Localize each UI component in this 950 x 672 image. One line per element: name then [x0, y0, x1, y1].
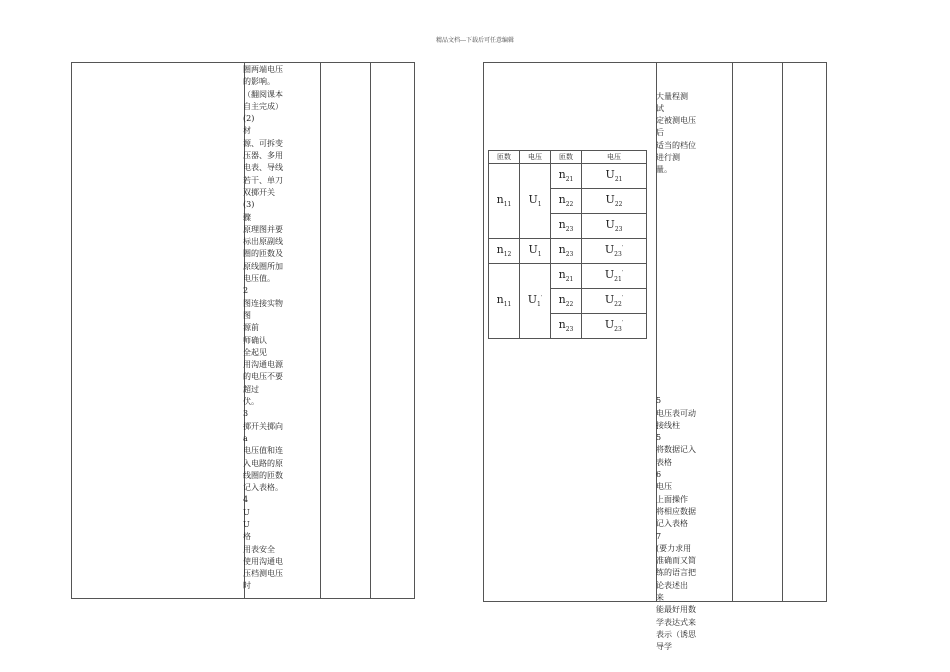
left-column-divider-3 — [370, 63, 371, 598]
left-text-line: (2) — [243, 114, 255, 124]
left-text-line: 用沟通电源 — [243, 360, 283, 370]
left-text-line: 的电压不要 — [243, 372, 283, 382]
right-lower-text-line: 接线柱 — [656, 420, 680, 430]
right-lower-text-line: 表示（诱思 — [656, 629, 696, 639]
secondary-turns-cell: $n_{23}$ — [551, 214, 582, 239]
secondary-turns-cell: $n_{22}$ — [551, 189, 582, 214]
left-text-line: 使用沟通电 — [243, 556, 283, 566]
secondary-voltage-cell: $U_{21}$ — [582, 164, 647, 189]
secondary-voltage-cell: $U_{23}'$ — [582, 239, 647, 264]
left-text-line: U — [243, 519, 250, 529]
left-text-line: 时 — [243, 581, 251, 591]
table-body — [489, 164, 647, 339]
left-text-line: 图连接实物 — [243, 298, 283, 308]
left-text-line: U — [243, 507, 250, 517]
left-text-line: 电压值和连 — [243, 446, 283, 456]
left-text-line: 双掷开关 — [243, 187, 275, 197]
right-lower-text-line: 能最好用数 — [656, 605, 696, 615]
secondary-voltage-cell: $U_{22}'$ — [582, 289, 647, 314]
left-procedure-text — [243, 64, 283, 593]
primary-voltage-cell: $U_1$ — [520, 164, 551, 239]
right-lower-text-line: 将相应数据 — [656, 506, 696, 516]
left-text-line: 原理图并要 — [243, 224, 283, 234]
right-procedure-text — [656, 66, 696, 666]
secondary-voltage-cell: $U_{21}'$ — [582, 264, 647, 289]
right-lower-text-line: 将数据记入 — [656, 445, 696, 455]
table-row — [489, 239, 647, 264]
left-text-line: （翻阅课本 — [243, 89, 283, 99]
right-lower-text — [656, 395, 696, 653]
header-voltage-2: 电压 — [582, 151, 647, 164]
right-lower-text-line: 来 — [656, 593, 664, 603]
secondary-turns-cell: $n_{21}$ — [551, 264, 582, 289]
left-text-line: 源前 — [243, 323, 259, 333]
right-upper-text-line: 适当的档位 — [656, 140, 696, 150]
left-column-divider-2 — [320, 63, 321, 598]
left-text-line: 电压值。 — [243, 274, 275, 284]
right-lower-text-line: 准确而又简 — [656, 556, 696, 566]
right-upper-text-line: 后 — [656, 128, 664, 138]
table-row — [489, 264, 647, 289]
left-text-line: 压档测电压 — [243, 569, 283, 579]
left-text-line: 圈两端电压 — [243, 65, 283, 74]
right-lower-text-line: 上面操作 — [656, 494, 688, 504]
left-text-line: 电表、导线 — [243, 163, 283, 173]
primary-turns-cell: $n_{12}$ — [489, 239, 520, 264]
left-text-line: 材 — [243, 126, 251, 136]
right-column-divider-3 — [782, 63, 783, 601]
left-text-line: 骤 — [243, 212, 251, 222]
left-text-line: 自主完成） — [243, 101, 283, 111]
left-text-line: 源、可拆变 — [243, 138, 283, 148]
page-header: 精品文档---下载后可任意编辑 — [435, 37, 515, 44]
primary-voltage-cell: $U_1'$ — [520, 264, 551, 339]
left-text-line: 原线圈所加 — [243, 261, 283, 271]
right-upper-text-line: 量。 — [656, 165, 672, 175]
left-text-line: 3 — [243, 409, 249, 419]
right-lower-text-line: 表格 — [656, 457, 672, 467]
right-lower-text-line: 导学 — [656, 642, 672, 652]
header-turns-2: 匝数 — [551, 151, 582, 164]
left-text-line: 线圈的匝数 — [243, 470, 283, 480]
secondary-voltage-cell: $U_{23}'$ — [582, 314, 647, 339]
left-text-line: 标出原副线 — [243, 237, 283, 247]
right-lower-text-line: 学表达式来 — [656, 617, 696, 627]
table-row — [489, 164, 647, 189]
left-text-line: 压器、多用 — [243, 151, 283, 161]
left-text-line: 用表安全 — [243, 544, 275, 554]
right-lower-text-line: (要力求用 — [656, 543, 692, 553]
left-text-line: 若干、单刀 — [243, 175, 283, 185]
secondary-turns-cell: $n_{21}$ — [551, 164, 582, 189]
right-lower-text-line: 练的语言把 — [656, 568, 696, 578]
turns-voltage-table — [488, 150, 647, 339]
left-text-line: 2 — [243, 286, 249, 296]
right-upper-text-line: 大量程测 — [656, 91, 688, 101]
left-text-line: 伏。 — [243, 397, 259, 407]
left-text-line: 圈的匝数及 — [243, 249, 283, 259]
right-lower-text-line: 记入表格 — [656, 519, 688, 529]
right-lower-text-line: 6 — [656, 470, 662, 480]
secondary-turns-cell: $n_{23}$ — [551, 314, 582, 339]
secondary-turns-cell: $n_{22}$ — [551, 289, 582, 314]
secondary-voltage-cell: $U_{22}$ — [582, 189, 647, 214]
right-lower-text-line: 5 — [656, 396, 662, 406]
left-text-line: 的影响。 — [243, 77, 275, 87]
right-upper-text-line: 定被测电压 — [656, 116, 696, 126]
header-voltage-1: 电压 — [520, 151, 551, 164]
left-text-line: 格 — [243, 532, 251, 542]
right-upper-text — [656, 91, 696, 177]
left-text-line: 记入表格。 — [243, 483, 283, 493]
left-text-line: 入电路的原 — [243, 458, 283, 468]
right-upper-text-line: 试 — [656, 103, 664, 113]
left-text-line: (3) — [243, 200, 255, 210]
right-upper-text-line: 进行测 — [656, 153, 680, 163]
left-text-line: 掷开关掷向 — [243, 421, 283, 431]
primary-voltage-cell: $U_1$ — [520, 239, 551, 264]
right-lower-text-line: 电压 — [656, 482, 672, 492]
primary-turns-cell: $n_{11}$ — [489, 164, 520, 239]
right-lower-text-line: 电压表可动 — [656, 408, 696, 418]
left-text-line: 超过 — [243, 384, 259, 394]
right-lower-text-line: 7 — [656, 531, 662, 541]
left-text-line: 图 — [243, 310, 251, 320]
left-text-line: 师确认 — [243, 335, 267, 345]
secondary-voltage-cell: $U_{23}$ — [582, 214, 647, 239]
left-text-line: 4 — [243, 495, 249, 505]
primary-turns-cell: $n_{11}$ — [489, 264, 520, 339]
secondary-turns-cell: $n_{23}$ — [551, 239, 582, 264]
left-text-line: 全起见 — [243, 347, 267, 357]
header-turns-1: 匝数 — [489, 151, 520, 164]
left-text-line: a — [243, 433, 248, 443]
table-header-row — [489, 151, 647, 164]
right-column-divider-2 — [732, 63, 733, 601]
right-lower-text-line: 论表述出 — [656, 580, 688, 590]
right-lower-text-line: 5 — [656, 433, 662, 443]
